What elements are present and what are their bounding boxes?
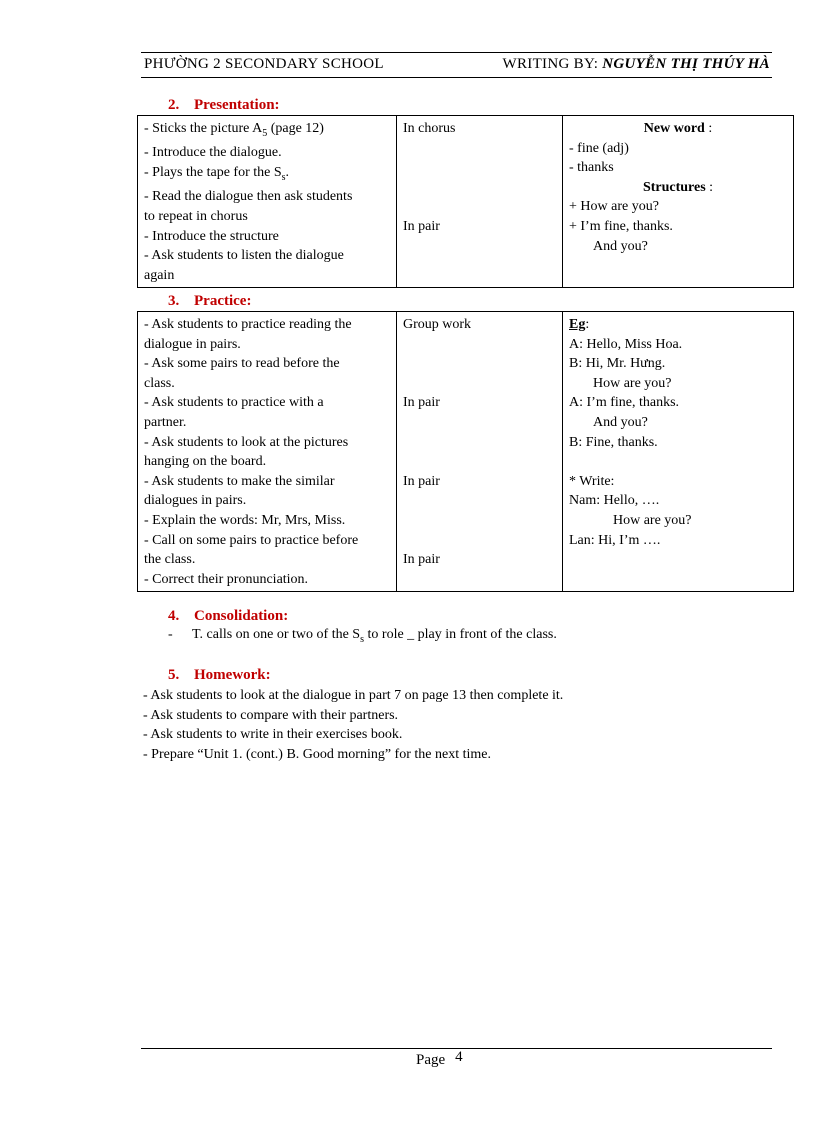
section-number: 3. [168, 293, 180, 309]
section-number: 4. [168, 608, 180, 624]
dialogue-line: How are you? [593, 375, 672, 391]
presentation-heading [168, 97, 280, 114]
dialogue-line: How are you? [613, 512, 692, 528]
page-number: 4 [455, 1049, 463, 1065]
author-prefix: WRITING BY: [502, 56, 603, 72]
mode-label: In chorus [403, 121, 456, 136]
school-name: PHƯỜNG 2 SECONDARY SCHOOL [144, 56, 384, 72]
dialogue-line: Nam: Hello, …. [569, 493, 660, 509]
section-title: Presentation: [194, 97, 280, 113]
activity-line: - Ask students to make the similar [144, 473, 335, 489]
activity-line: - Explain the words: Mr, Mrs, Miss. [144, 512, 346, 528]
bullet-dash: - [168, 627, 173, 642]
example-heading: Eg: [569, 317, 590, 332]
consolidation-text: - T. calls on one or two of the $S_s$ to role _ play in front of the class. [168, 627, 557, 645]
activity-line: dialogue in pairs. [144, 336, 241, 352]
homework-heading [168, 667, 271, 684]
dialogue-line: And you? [593, 414, 648, 430]
activity-line: - Sticks the picture $A_5$ (page 12) [144, 121, 324, 139]
teacher-activities-cell [138, 312, 397, 592]
author-name: NGUYỄN THỊ THÚY HÀ [602, 56, 770, 72]
activity-line: to repeat in chorus [144, 208, 248, 224]
mode-label: Group work [403, 317, 472, 332]
structure-item: + I’m fine, thanks. [569, 218, 673, 234]
activity-line: class. [144, 375, 175, 391]
practice-heading [168, 293, 251, 310]
section-number: 2. [168, 97, 180, 113]
mode-label: In pair [403, 552, 440, 568]
new-word-heading: New word : [643, 121, 713, 136]
dialogue-line: B: Hi, Mr. Hưng. [569, 356, 666, 372]
activity-line: - Introduce the dialogue. [144, 145, 282, 161]
section-title: Homework: [194, 667, 271, 683]
practice-table [137, 311, 794, 592]
activity-line: again [144, 267, 175, 283]
activity-line: the class. [144, 552, 196, 568]
content-cell [563, 116, 794, 288]
teacher-activities-cell [138, 116, 397, 288]
interaction-mode-cell [397, 312, 563, 592]
content-cell [563, 312, 794, 592]
homework-item: - Ask students to compare with their partners. [143, 707, 399, 723]
mode-label: In pair [403, 395, 440, 411]
homework-item: - Ask students to write in their exercises book. [143, 727, 403, 743]
vocab-item: - fine (adj) [569, 140, 629, 156]
structures-heading: Structures : [642, 179, 714, 195]
author-line [503, 56, 770, 73]
activity-line: dialogues in pairs. [144, 493, 247, 509]
homework-list [143, 686, 563, 764]
structure-item: + How are you? [569, 199, 659, 215]
homework-item: - Prepare “Unit 1. (cont.) B. Good morning” for the next time. [143, 746, 491, 762]
activity-line: - Ask students to look at the pictures [144, 434, 349, 450]
activity-line: - Correct their pronunciation. [144, 571, 309, 587]
dialogue-line: B: Fine, thanks. [569, 434, 658, 450]
page-header [141, 52, 772, 78]
consolidation-heading [168, 608, 288, 625]
page-footer [416, 1049, 463, 1069]
homework-item: - Ask students to look at the dialogue in part 7 on page 13 then complete it. [143, 688, 564, 703]
activity-line: hanging on the board. [144, 454, 267, 470]
interaction-mode-cell [397, 116, 563, 288]
mode-label: In pair [403, 473, 440, 489]
section-title: Consolidation: [194, 608, 289, 624]
dialogue-line: A: I’m fine, thanks. [569, 395, 680, 411]
dialogue-line: A: Hello, Miss Hoa. [569, 336, 683, 352]
section-number: 5. [168, 667, 180, 683]
activity-line: - Plays the tape for the $S_s$. [144, 164, 290, 183]
activity-line: - Ask students to practice with a [144, 395, 324, 411]
page-label: Page [416, 1052, 446, 1068]
structure-item: And you? [593, 238, 648, 254]
activity-line: - Ask some pairs to read before the [144, 356, 340, 372]
mode-label: In pair [403, 218, 440, 234]
activity-line: - Call on some pairs to practice before [144, 532, 359, 548]
activity-line: - Introduce the structure [144, 228, 279, 244]
write-heading: * Write: [569, 473, 615, 489]
activity-line: partner. [144, 414, 187, 430]
section-title: Practice: [194, 293, 252, 309]
dialogue-line: Lan: Hi, I’m …. [569, 532, 661, 548]
activity-line: - Ask students to practice reading the [144, 317, 352, 332]
vocab-item: - thanks [569, 160, 614, 176]
table-row [138, 116, 794, 288]
activity-line: - Ask students to listen the dialogue [144, 248, 344, 264]
activity-line: - Read the dialogue then ask students [144, 189, 353, 205]
table-row [138, 312, 794, 592]
presentation-table [137, 115, 794, 288]
